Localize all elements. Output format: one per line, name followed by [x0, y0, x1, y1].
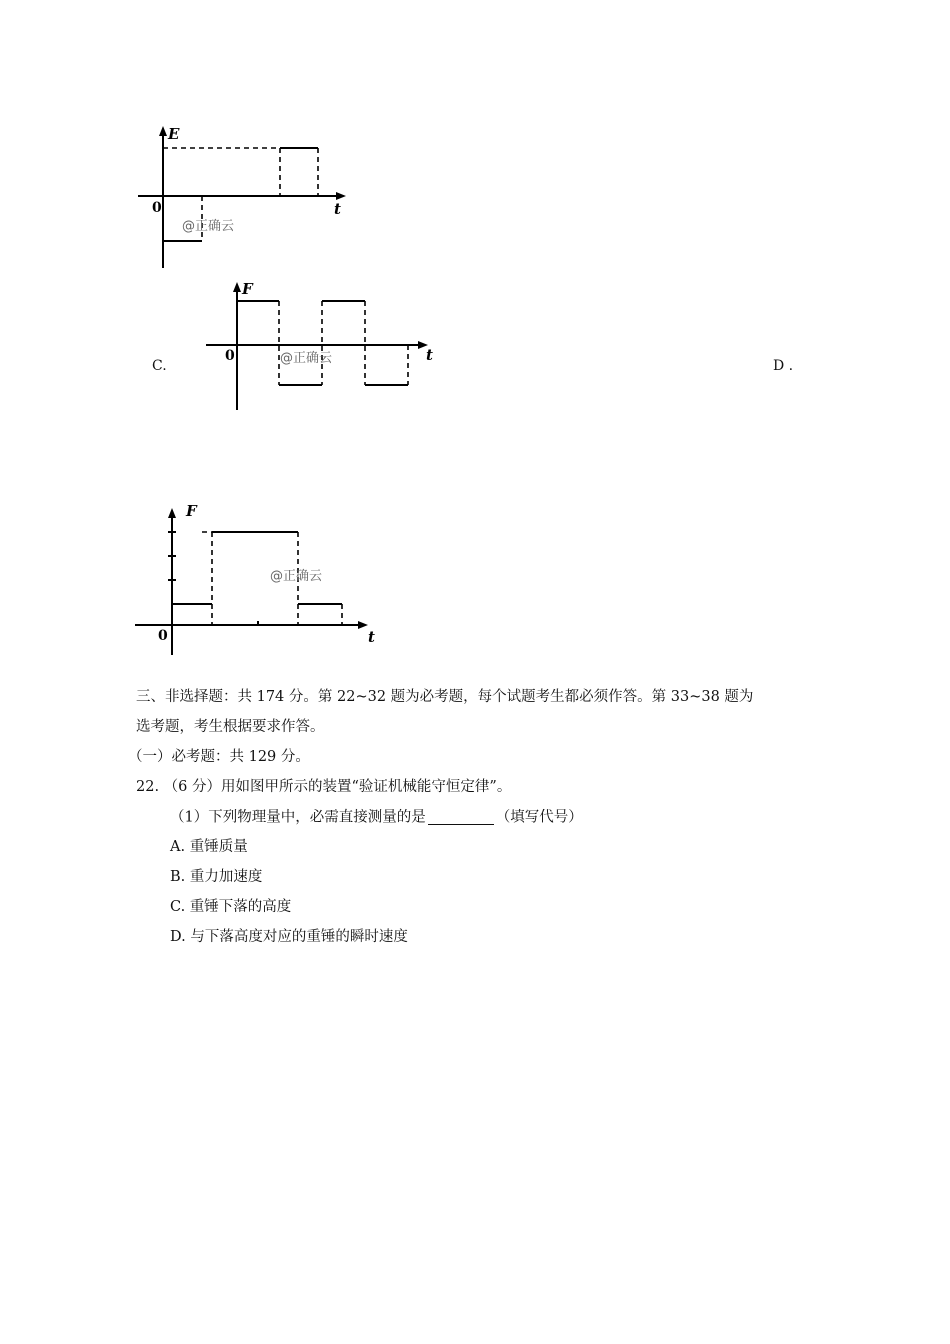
sub-question-1 — [170, 810, 583, 825]
y-axis-label: F — [186, 502, 197, 520]
x-axis-arrow-icon — [358, 621, 368, 629]
x-axis-label: t — [426, 346, 433, 364]
x-axis-label: t — [334, 200, 341, 218]
option-c: C. 重锤下落的高度 — [170, 899, 292, 915]
y-axis-label: F — [242, 280, 253, 298]
sub-question-1-suffix: （填写代号） — [495, 809, 583, 826]
sub-question-1-text: （1）下列物理量中，必需直接测量的是 — [170, 809, 426, 826]
origin-label: 0 — [152, 200, 162, 216]
option-d-letter: D . — [773, 358, 794, 374]
section-heading-line2: 选考题，考生根据要求作答。 — [136, 719, 325, 735]
question-stem: 22. （6 分）用如图甲所示的装置“验证机械能守恒定律”。 — [136, 779, 512, 795]
y-axis-arrow-icon — [168, 508, 176, 518]
watermark: @正确云 — [270, 569, 323, 584]
option-c-letter: C. — [152, 358, 167, 374]
option-d: D. 与下落高度对应的重锤的瞬时速度 — [170, 929, 408, 945]
section-heading-line1: 三、非选择题：共 174 分。第 22~32 题为必考题，每个试题考生都必须作答。第 33~38 题为 — [136, 689, 754, 705]
option-d-graph — [130, 500, 380, 660]
x-axis-arrow-icon — [336, 192, 346, 200]
option-c-graph — [200, 278, 440, 418]
x-axis-label: t — [368, 628, 375, 646]
option-a: A. 重锤质量 — [170, 839, 248, 855]
watermark: @正确云 — [280, 351, 333, 366]
answer-blank[interactable] — [428, 810, 494, 825]
option-b: B. 重力加速度 — [170, 869, 263, 885]
y-axis-label: E — [168, 125, 180, 143]
y-axis-arrow-icon — [159, 126, 167, 136]
required-heading: （一）必考题：共 129 分。 — [128, 749, 310, 765]
origin-label: 0 — [158, 628, 168, 644]
origin-label: 0 — [225, 348, 235, 364]
e-t-graph — [130, 120, 360, 275]
watermark: @正确云 — [182, 219, 235, 234]
y-axis-arrow-icon — [233, 282, 241, 292]
